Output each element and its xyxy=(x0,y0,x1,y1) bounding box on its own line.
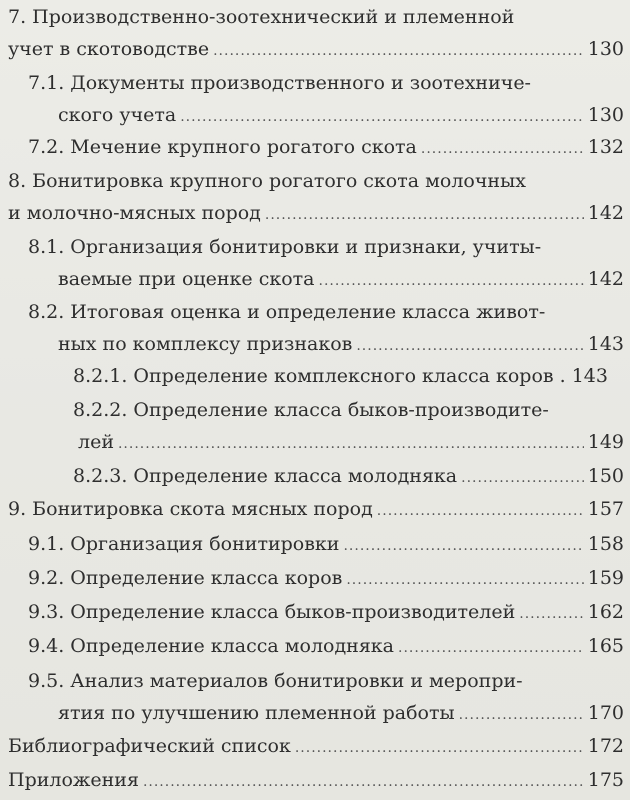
page-number: 142 xyxy=(587,202,624,224)
toc-entry-text: 8. Бонитировка крупного рогатого скота молочных xyxy=(8,170,526,192)
dot-leader xyxy=(143,767,584,797)
page-number: 132 xyxy=(587,136,624,158)
toc-entry-text: 8.2.2. Определение класса быков-производите- xyxy=(73,399,549,421)
page-number: 175 xyxy=(587,769,624,791)
page-number: 159 xyxy=(587,567,624,589)
dot-leader xyxy=(356,331,583,361)
page-number: 143 xyxy=(571,365,608,387)
toc-entry-appendices xyxy=(8,765,624,795)
toc-entry-8-2-line2 xyxy=(58,329,624,359)
toc-entry-9-2 xyxy=(28,563,624,593)
toc-entry-text: ваемые при оценке скота xyxy=(58,268,315,290)
page-number: 142 xyxy=(587,268,624,290)
page-number: 157 xyxy=(587,498,624,520)
dot-leader xyxy=(265,200,584,230)
page-number: 170 xyxy=(587,702,624,724)
page-number: 162 xyxy=(587,601,624,623)
dot-leader xyxy=(421,134,584,164)
toc-entry-text: 9.3. Определение класса быков-производителей xyxy=(28,601,516,623)
dot-leader xyxy=(213,36,584,66)
toc-entry-9-5-line1 xyxy=(28,666,624,696)
dot-leader xyxy=(295,733,584,763)
page-number: 150 xyxy=(587,465,624,487)
toc-entry-text: 7. Производственно-зоотехнический и племенной xyxy=(8,6,515,28)
toc-entry-8-2-2-line1 xyxy=(73,395,624,425)
toc-entry-text: 9.1. Организация бонитировки xyxy=(28,533,340,555)
toc-entry-text: 7.1. Документы производственного и зоотехниче- xyxy=(28,72,531,94)
page-number: 130 xyxy=(587,38,624,60)
toc-entry-8-2-line1 xyxy=(28,297,624,327)
toc-entry-9-3 xyxy=(28,597,624,627)
toc-entry-text: 7.2. Мечение крупного рогатого скота xyxy=(28,136,417,158)
toc-entry-8-2-1 xyxy=(73,361,624,391)
toc-entry-text: 9.2. Определение класса коров xyxy=(28,567,343,589)
page-number: 143 xyxy=(587,333,624,355)
toc-entry-9 xyxy=(8,494,624,524)
toc-entry-9-1 xyxy=(28,529,624,559)
toc-entry-7-2 xyxy=(28,132,624,162)
toc-entry-text: ных по комплексу признаков xyxy=(58,333,353,355)
page-number: 172 xyxy=(587,735,624,757)
toc-entry-text: Библиографический список xyxy=(8,735,291,757)
toc-entry-8-line1 xyxy=(8,166,624,196)
dot-leader xyxy=(343,531,583,561)
dot-leader xyxy=(346,565,583,595)
toc-entry-text: 9.5. Анализ материалов бонитировки и меропри- xyxy=(28,670,523,692)
dot-leader xyxy=(377,496,584,526)
dot-leader xyxy=(118,429,584,459)
toc-entry-text: и молочно-мясных пород xyxy=(8,202,261,224)
dot-leader xyxy=(519,599,583,629)
toc-entry-9-5-line2 xyxy=(58,698,624,728)
dot-leader xyxy=(319,266,584,296)
toc-entry-text: 8.2.1. Определение комплексного класса коров . xyxy=(73,365,566,387)
toc-entry-text: Приложения xyxy=(8,769,139,791)
toc-entry-7-1-line2 xyxy=(58,100,624,130)
toc-entry-7-line1 xyxy=(8,2,624,32)
toc-entry-text: ского учета xyxy=(58,104,177,126)
toc-entry-8-line2 xyxy=(8,198,624,228)
toc-entry-8-1-line2 xyxy=(58,264,624,294)
toc-entry-text: учет в скотоводстве xyxy=(8,38,210,60)
toc-entry-text: 9. Бонитировка скота мясных пород xyxy=(8,498,373,520)
dot-leader xyxy=(461,463,584,493)
toc-entry-bibliography xyxy=(8,731,624,761)
toc-entry-text: ятия по улучшению племенной работы xyxy=(58,702,455,724)
page-number: 165 xyxy=(587,635,624,657)
toc-entry-8-2-2-line2 xyxy=(78,427,624,457)
toc-entry-text: 8.2.3. Определение класса молодняка xyxy=(73,465,458,487)
toc-entry-text: 8.1. Организация бонитировки и признаки, учиты- xyxy=(28,236,542,258)
dot-leader xyxy=(459,700,584,730)
toc-entry-8-1-line1 xyxy=(28,232,624,262)
page-number: 158 xyxy=(587,533,624,555)
toc-entry-7-1-line1 xyxy=(28,68,624,98)
dot-leader xyxy=(180,102,584,132)
dot-leader xyxy=(398,633,584,663)
toc-entry-8-2-3 xyxy=(73,461,624,491)
toc-entry-7-line2 xyxy=(8,34,624,64)
page-number: 149 xyxy=(587,431,624,453)
toc-entry-text: 8.2. Итоговая оценка и определение класса живот- xyxy=(28,301,546,323)
toc-entry-text: 9.4. Определение класса молодняка xyxy=(28,635,395,657)
toc-entry-9-4 xyxy=(28,631,624,661)
page-number: 130 xyxy=(587,104,624,126)
toc-entry-text: лей xyxy=(78,431,114,453)
